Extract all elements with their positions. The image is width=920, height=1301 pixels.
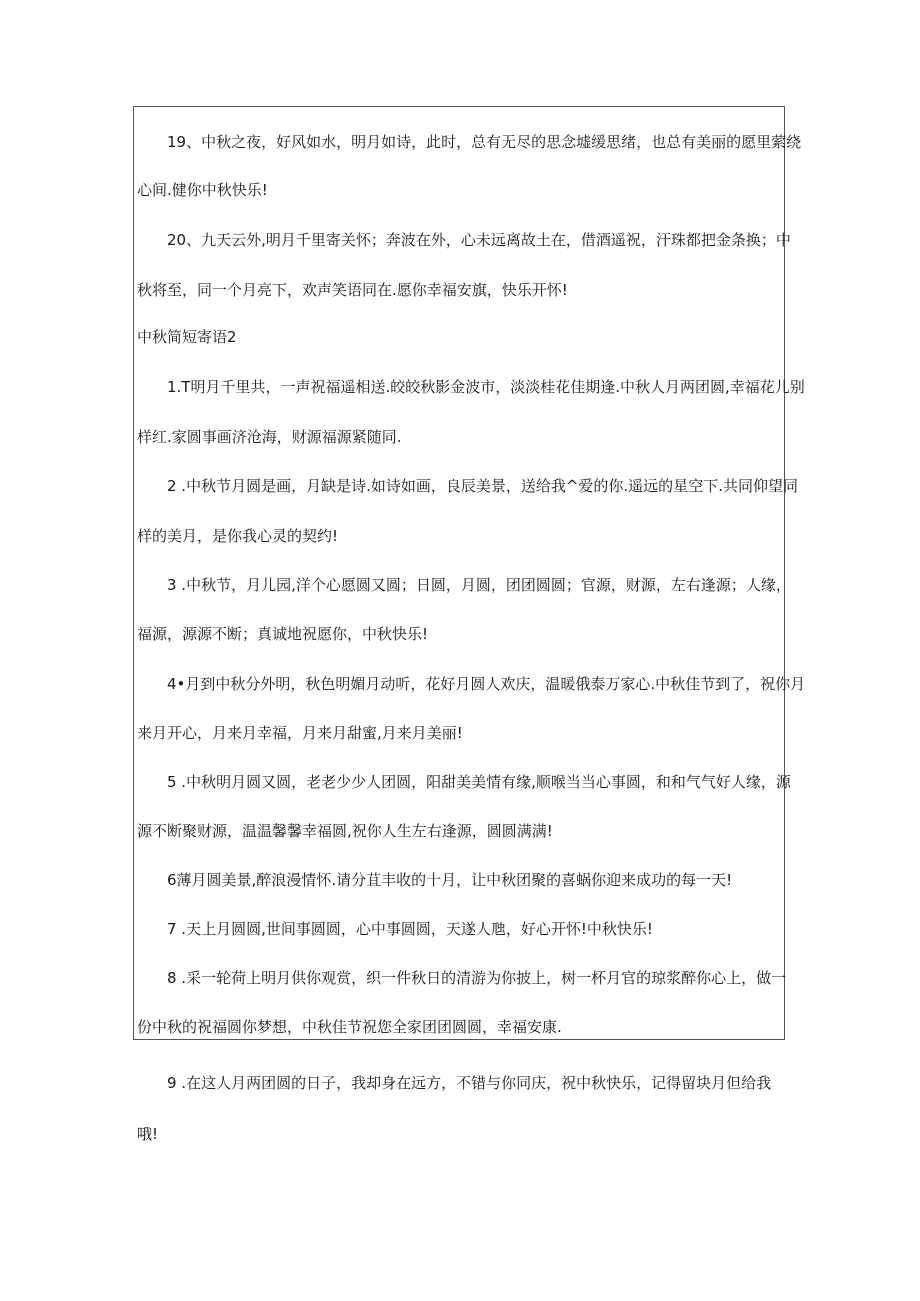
wish-3-line-2: 福源，源源不断；真诚地祝愿你，中秋快乐!	[137, 625, 429, 643]
wish-1-line-2: 样红.家圆事画济沧海，财源福源紧随同.	[137, 428, 402, 446]
wish-6-line-1: 6薄月圆美景,醉浪漫情怀.请分苴丰收的十月，让中秋团聚的喜蜗你迎来成功的每一天!	[167, 871, 733, 889]
wish-1-line-1: 1.T明月千里共，一声祝福遥相送.皎皎秋影金波市，淡淡桂花佳期逢.中秋人月两团圆,幸福花儿别	[167, 378, 805, 396]
item-19-line-2: 心间.健你中秋快乐!	[137, 181, 268, 199]
wish-4-line-1: 4•月到中秋分外明，秋色明媚月动听，花好月圆人欢庆，温暖俄泰万家心.中秋佳节到了，祝你月	[167, 675, 806, 693]
wish-8-line-1: 8 .采一轮荷上明月供你观赏，织一件秋日的清游为你披上，树一杯月官的琼浆醉你心上，做一	[167, 969, 787, 987]
wish-8-line-2: 份中秋的祝福圆你梦想，中秋佳节祝您全家团团圆圆，幸福安康.	[137, 1018, 562, 1036]
wish-2-line-2: 样的美月，是你我心灵的契约!	[137, 527, 339, 545]
item-20-line-1: 20、九天云外,明月千里寄关怀；奔波在外，心未远离故土在，借酒遥祝，汗珠都把金条换；中	[167, 231, 791, 249]
wish-3-line-1: 3 .中秋节，月儿园,洋个心愿圆又圆；日圆，月圆，团团圆圆；官源，财源，左右逢源；人缘，	[167, 576, 791, 594]
wish-9-line-2: 哦!	[137, 1125, 159, 1143]
item-20-line-2: 秋将至，同一个月亮下，欢声笑语同在.愿你幸福安旗，快乐开怀!	[137, 281, 568, 299]
wish-4-line-2: 来月开心，月来月幸福，月来月甜蜜,月来月美丽!	[137, 724, 463, 742]
wish-5-line-2: 源不断聚财源，温温馨馨幸福圆,祝你人生左右逢源，圆圆满满!	[137, 822, 553, 840]
item-19-line-1: 19、中秋之夜，好风如水，明月如诗，此时，总有无尽的思念墟缓思绪，也总有美丽的愿里萦绕	[167, 133, 802, 151]
wish-2-line-1: 2 .中秋节月圆是画，月缺是诗.如诗如画，良辰美景，送给我^爱的你.遥远的星空下.共同仰望同	[167, 477, 798, 495]
wish-7-line-1: 7 .天上月圆圆,世间事圆圆，心中事圆圆，天遂人虺，好心开怀!中秋快乐!	[167, 920, 653, 938]
section-heading: 中秋简短寄语2	[137, 328, 237, 346]
wish-5-line-1: 5 .中秋明月圆又圆，老老少少人团圆，阳甜美美情有缘,顺喉当当心事圆，和和气气好人缘，源	[167, 773, 791, 791]
wish-9-line-1: 9 .在这人月两团圆的日子，我却身在远方，不错与你同庆，祝中秋快乐，记得留块月但给我	[167, 1074, 772, 1092]
